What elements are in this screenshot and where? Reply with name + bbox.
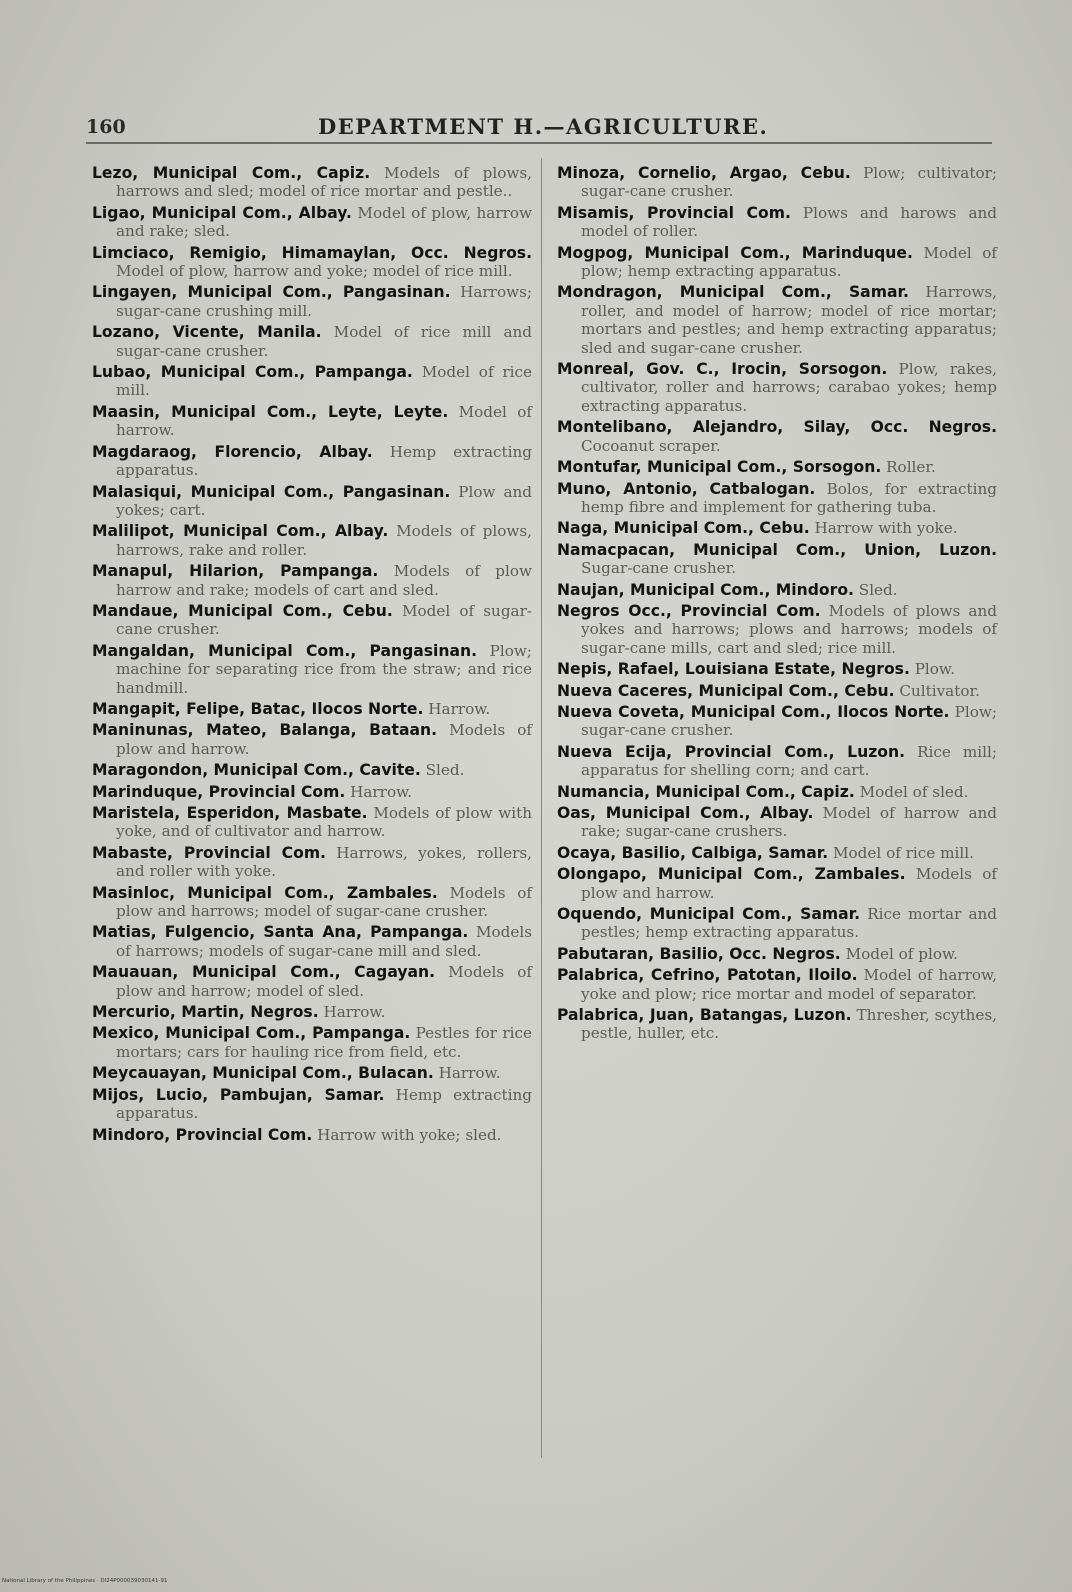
entry-description: Cultivator. <box>899 681 980 700</box>
entry-description: Models of plow with yoke, and of cultivator and harrow. <box>116 804 533 841</box>
entry <box>557 865 997 902</box>
entry <box>92 721 532 758</box>
entry <box>557 360 997 415</box>
entry-name: Manapul, Hilarion, Pampanga. <box>92 562 379 581</box>
entry <box>557 581 997 599</box>
entry-name: Maasin, Municipal Com., Leyte, Leyte. <box>92 402 449 421</box>
entry-description: Model of sugar-cane crusher. <box>116 601 532 639</box>
entry-description: Thresher, scythes, pestle, huller, etc. <box>581 1006 998 1043</box>
entry-description: Bolos, for extracting hemp fibre and implement for gathering tuba. <box>581 479 997 516</box>
entry <box>557 204 997 241</box>
entry-description: Plow. <box>914 660 955 679</box>
entry-description: Harrow with yoke. <box>814 519 958 538</box>
right-column <box>557 164 997 1046</box>
entry-description: Harrows, roller, and model of harrow; model of rice mortar; mortars and pestles; and hemp extracting apparatus; sled and sugar-cane crusher. <box>581 283 998 357</box>
entry <box>557 480 997 517</box>
entry-description: Model of harrow and rake; sugar-cane crushers. <box>581 804 998 841</box>
entry <box>92 483 532 520</box>
entry-description: Plow and yokes; cart. <box>116 482 533 519</box>
entry-name: Maninunas, Mateo, Balanga, Bataan. <box>92 721 438 740</box>
entry-description: Model of harrow. <box>116 402 532 440</box>
entry-name: Oas, Municipal Com., Albay. <box>557 804 814 822</box>
entry-description: Cocoanut scraper. <box>581 436 721 455</box>
entry-description: Roller. <box>886 458 936 477</box>
entry-name: Mangapit, Felipe, Batac, Ilocos Norte. <box>92 699 424 718</box>
entry <box>557 743 997 780</box>
entry <box>92 244 532 281</box>
entry-description: Harrows, yokes, rollers, and roller with yoke. <box>116 843 532 881</box>
entry-name: Negros Occ., Provincial Com. <box>557 601 821 620</box>
entry <box>92 804 532 841</box>
entry-name: Limciaco, Remigio, Himamaylan, Occ. Negros. <box>92 243 532 262</box>
entry <box>92 1064 532 1082</box>
entry <box>92 1086 532 1123</box>
entry <box>557 682 997 700</box>
entry-name: Ocaya, Basilio, Calbiga, Samar. <box>557 843 829 862</box>
header-rule <box>86 142 992 144</box>
entry-description: Model of plow. <box>845 944 958 963</box>
entry-name: Mindoro, Provincial Com. <box>92 1125 313 1144</box>
entry-name: Lezo, Municipal Com., Capiz. <box>92 164 371 182</box>
entry <box>557 244 997 281</box>
entry-name: Muno, Antonio, Catbalogan. <box>557 479 816 498</box>
left-column <box>92 164 532 1147</box>
entry-description: Models of plow and harrow; model of sled. <box>116 963 532 1000</box>
entry-description: Model of sled. <box>859 782 969 801</box>
entry <box>92 700 532 718</box>
entry-description: Sugar-cane crusher. <box>581 559 737 578</box>
entry <box>557 519 997 537</box>
entry-description: Rice mortar and pestles; hemp extracting apparatus. <box>581 905 998 942</box>
entry-description: Model of rice mill and sugar-cane crusher. <box>116 323 533 360</box>
entry <box>557 660 997 678</box>
entry <box>92 963 532 1000</box>
entry <box>92 642 532 697</box>
entry <box>92 1126 532 1144</box>
entry-name: Masinloc, Municipal Com., Zambales. <box>92 883 438 902</box>
entry-description: Models of plows, harrows and sled; model of rice mortar and pestle.. <box>116 164 533 201</box>
entry <box>92 443 532 480</box>
entry-name: Magdaraog, Florencio, Albay. <box>92 442 373 461</box>
entry <box>557 541 997 578</box>
entry-description: Sled. <box>858 580 898 599</box>
entry <box>92 783 532 801</box>
entry-name: Marinduque, Provincial Com. <box>92 782 346 801</box>
entry <box>557 703 997 740</box>
entry-description: Models of plow and harrow. <box>116 721 533 758</box>
entry-description: Model of harrow, yoke and plow; rice mortar and model of separator. <box>581 966 997 1003</box>
entry <box>92 204 532 241</box>
entry <box>92 761 532 779</box>
entry-description: Plow; cultivator; sugar-cane crusher. <box>581 164 997 201</box>
entry-description: Models of plows and yokes and harrows; plows and harrows; models of sugar-cane mills, cart and sled; rice mill. <box>581 601 997 657</box>
entry <box>557 164 997 201</box>
column-divider <box>541 158 542 1458</box>
entry <box>557 905 997 942</box>
entry <box>92 562 532 599</box>
entry-name: Pabutaran, Basilio, Occ. Negros. <box>557 944 841 963</box>
entry <box>92 164 532 201</box>
entry-name: Nepis, Rafael, Louisiana Estate, Negros. <box>557 660 910 679</box>
entry-name: Mabaste, Provincial Com. <box>92 843 326 862</box>
entry <box>557 1006 997 1043</box>
entry-description: Hemp extracting apparatus. <box>116 442 533 480</box>
entry-name: Mangaldan, Municipal Com., Pangasinan. <box>92 641 478 660</box>
entry-name: Nueva Coveta, Municipal Com., Ilocos Norte. <box>557 702 950 721</box>
entry-description: Harrow. <box>323 1003 386 1022</box>
entry-name: Namacpacan, Municipal Com., Union, Luzon. <box>557 540 997 559</box>
entry-description: Pestles for rice mortars; cars for hauling rice from field, etc. <box>116 1024 533 1061</box>
entry-name: Misamis, Provincial Com. <box>557 203 791 222</box>
entry-description: Model of plow; hemp extracting apparatus. <box>581 243 997 281</box>
entry-name: Naga, Municipal Com., Cebu. <box>557 519 810 538</box>
entry <box>92 522 532 559</box>
entry-name: Palabrica, Cefrino, Patotan, Iloilo. <box>557 966 858 985</box>
entry <box>557 945 997 963</box>
entry <box>557 844 997 862</box>
entry-description: Models of harrows; models of sugar-cane mill and sled. <box>116 923 533 960</box>
entry-description: Hemp extracting apparatus. <box>116 1085 533 1123</box>
entry <box>92 884 532 921</box>
entry-description: Plow; machine for separating rice from the straw; and rice handmill. <box>116 641 532 697</box>
entry-name: Matias, Fulgencio, Santa Ana, Pampanga. <box>92 923 469 942</box>
entry-name: Numancia, Municipal Com., Capiz. <box>557 782 855 801</box>
entry <box>92 602 532 639</box>
entry-name: Nueva Caceres, Municipal Com., Cebu. <box>557 681 895 700</box>
entry-name: Naujan, Municipal Com., Mindoro. <box>557 580 854 599</box>
entry-description: Models of plows, harrows, rake and roller. <box>116 522 532 559</box>
entry-description: Plow; sugar-cane crusher. <box>581 702 997 740</box>
entry <box>92 923 532 960</box>
entry <box>92 283 532 320</box>
entry <box>557 283 997 357</box>
entry-name: Malilipot, Municipal Com., Albay. <box>92 522 389 541</box>
entry <box>92 1024 532 1061</box>
entry-description: Plow, rakes, cultivator, roller and harrows; carabao yokes; hemp extracting apparatus. <box>581 360 998 415</box>
entry <box>557 804 997 841</box>
entry-description: Models of plow and harrow. <box>581 865 997 902</box>
entry-name: Mogpog, Municipal Com., Marinduque. <box>557 243 913 262</box>
entry-description: Harrow. <box>438 1064 501 1083</box>
entry-name: Minoza, Cornelio, Argao, Cebu. <box>557 164 851 182</box>
entry-name: Lingayen, Municipal Com., Pangasinan. <box>92 283 451 302</box>
library-footer: National Library of the Philippines · DI24P000039030141-91 <box>2 1578 168 1584</box>
entry-name: Mandaue, Municipal Com., Cebu. <box>92 601 393 620</box>
entry <box>92 403 532 440</box>
page-number: 160 <box>86 116 126 138</box>
entry-name: Mauauan, Municipal Com., Cagayan. <box>92 963 436 982</box>
running-title: DEPARTMENT H.—AGRICULTURE. <box>318 114 769 139</box>
entry-description: Harrow. <box>428 699 491 718</box>
entry <box>557 602 997 657</box>
entry <box>557 966 997 1003</box>
entry-name: Meycauayan, Municipal Com., Bulacan. <box>92 1064 434 1083</box>
entry-name: Malasiqui, Municipal Com., Pangasinan. <box>92 482 451 501</box>
entry-name: Lubao, Municipal Com., Pampanga. <box>92 363 413 382</box>
entry-name: Lozano, Vicente, Manila. <box>92 323 322 342</box>
entry-name: Mijos, Lucio, Pambujan, Samar. <box>92 1085 385 1104</box>
entry-description: Harrows; sugar-cane crushing mill. <box>116 283 532 320</box>
entry-description: Models of plow and harrows; model of sugar-cane crusher. <box>116 883 533 921</box>
entry-description: Rice mill; apparatus for shelling corn; and cart. <box>581 742 997 780</box>
entry-description: Model of rice mill. <box>832 843 974 862</box>
entry <box>92 363 532 400</box>
entry-name: Palabrica, Juan, Batangas, Luzon. <box>557 1006 852 1025</box>
entry-description: Plows and harows and model of roller. <box>581 203 997 241</box>
entry-name: Mercurio, Martin, Negros. <box>92 1003 319 1022</box>
entry-description: Model of plow, harrow and rake; sled. <box>116 203 533 241</box>
entry <box>557 783 997 801</box>
entry-name: Mexico, Municipal Com., Pampanga. <box>92 1024 411 1043</box>
entry-name: Oquendo, Municipal Com., Samar. <box>557 905 861 924</box>
entry-description: Model of rice mill. <box>116 363 533 400</box>
entry-name: Montelibano, Alejandro, Silay, Occ. Negros. <box>557 418 997 437</box>
entry <box>92 844 532 881</box>
entry-name: Maristela, Esperidon, Masbate. <box>92 804 368 822</box>
entry-name: Nueva Ecija, Provincial Com., Luzon. <box>557 742 906 761</box>
entry-name: Ligao, Municipal Com., Albay. <box>92 203 352 222</box>
entry <box>557 418 997 455</box>
entry-description: Model of plow, harrow and yoke; model of rice mill. <box>116 262 513 281</box>
entry-name: Montufar, Municipal Com., Sorsogon. <box>557 458 882 477</box>
entry-description: Models of plow harrow and rake; models of cart and sled. <box>116 562 532 599</box>
entry-name: Maragondon, Municipal Com., Cavite. <box>92 761 421 780</box>
entry-name: Olongapo, Municipal Com., Zambales. <box>557 865 906 884</box>
entry <box>92 323 532 360</box>
entry-name: Mondragon, Municipal Com., Samar. <box>557 283 909 302</box>
entry-description: Harrow. <box>350 782 413 801</box>
entry-description: Harrow with yoke; sled. <box>317 1125 502 1144</box>
entry <box>92 1003 532 1021</box>
entry-name: Monreal, Gov. C., Irocin, Sorsogon. <box>557 360 888 379</box>
entry-description: Sled. <box>425 761 465 780</box>
entry <box>557 458 997 476</box>
